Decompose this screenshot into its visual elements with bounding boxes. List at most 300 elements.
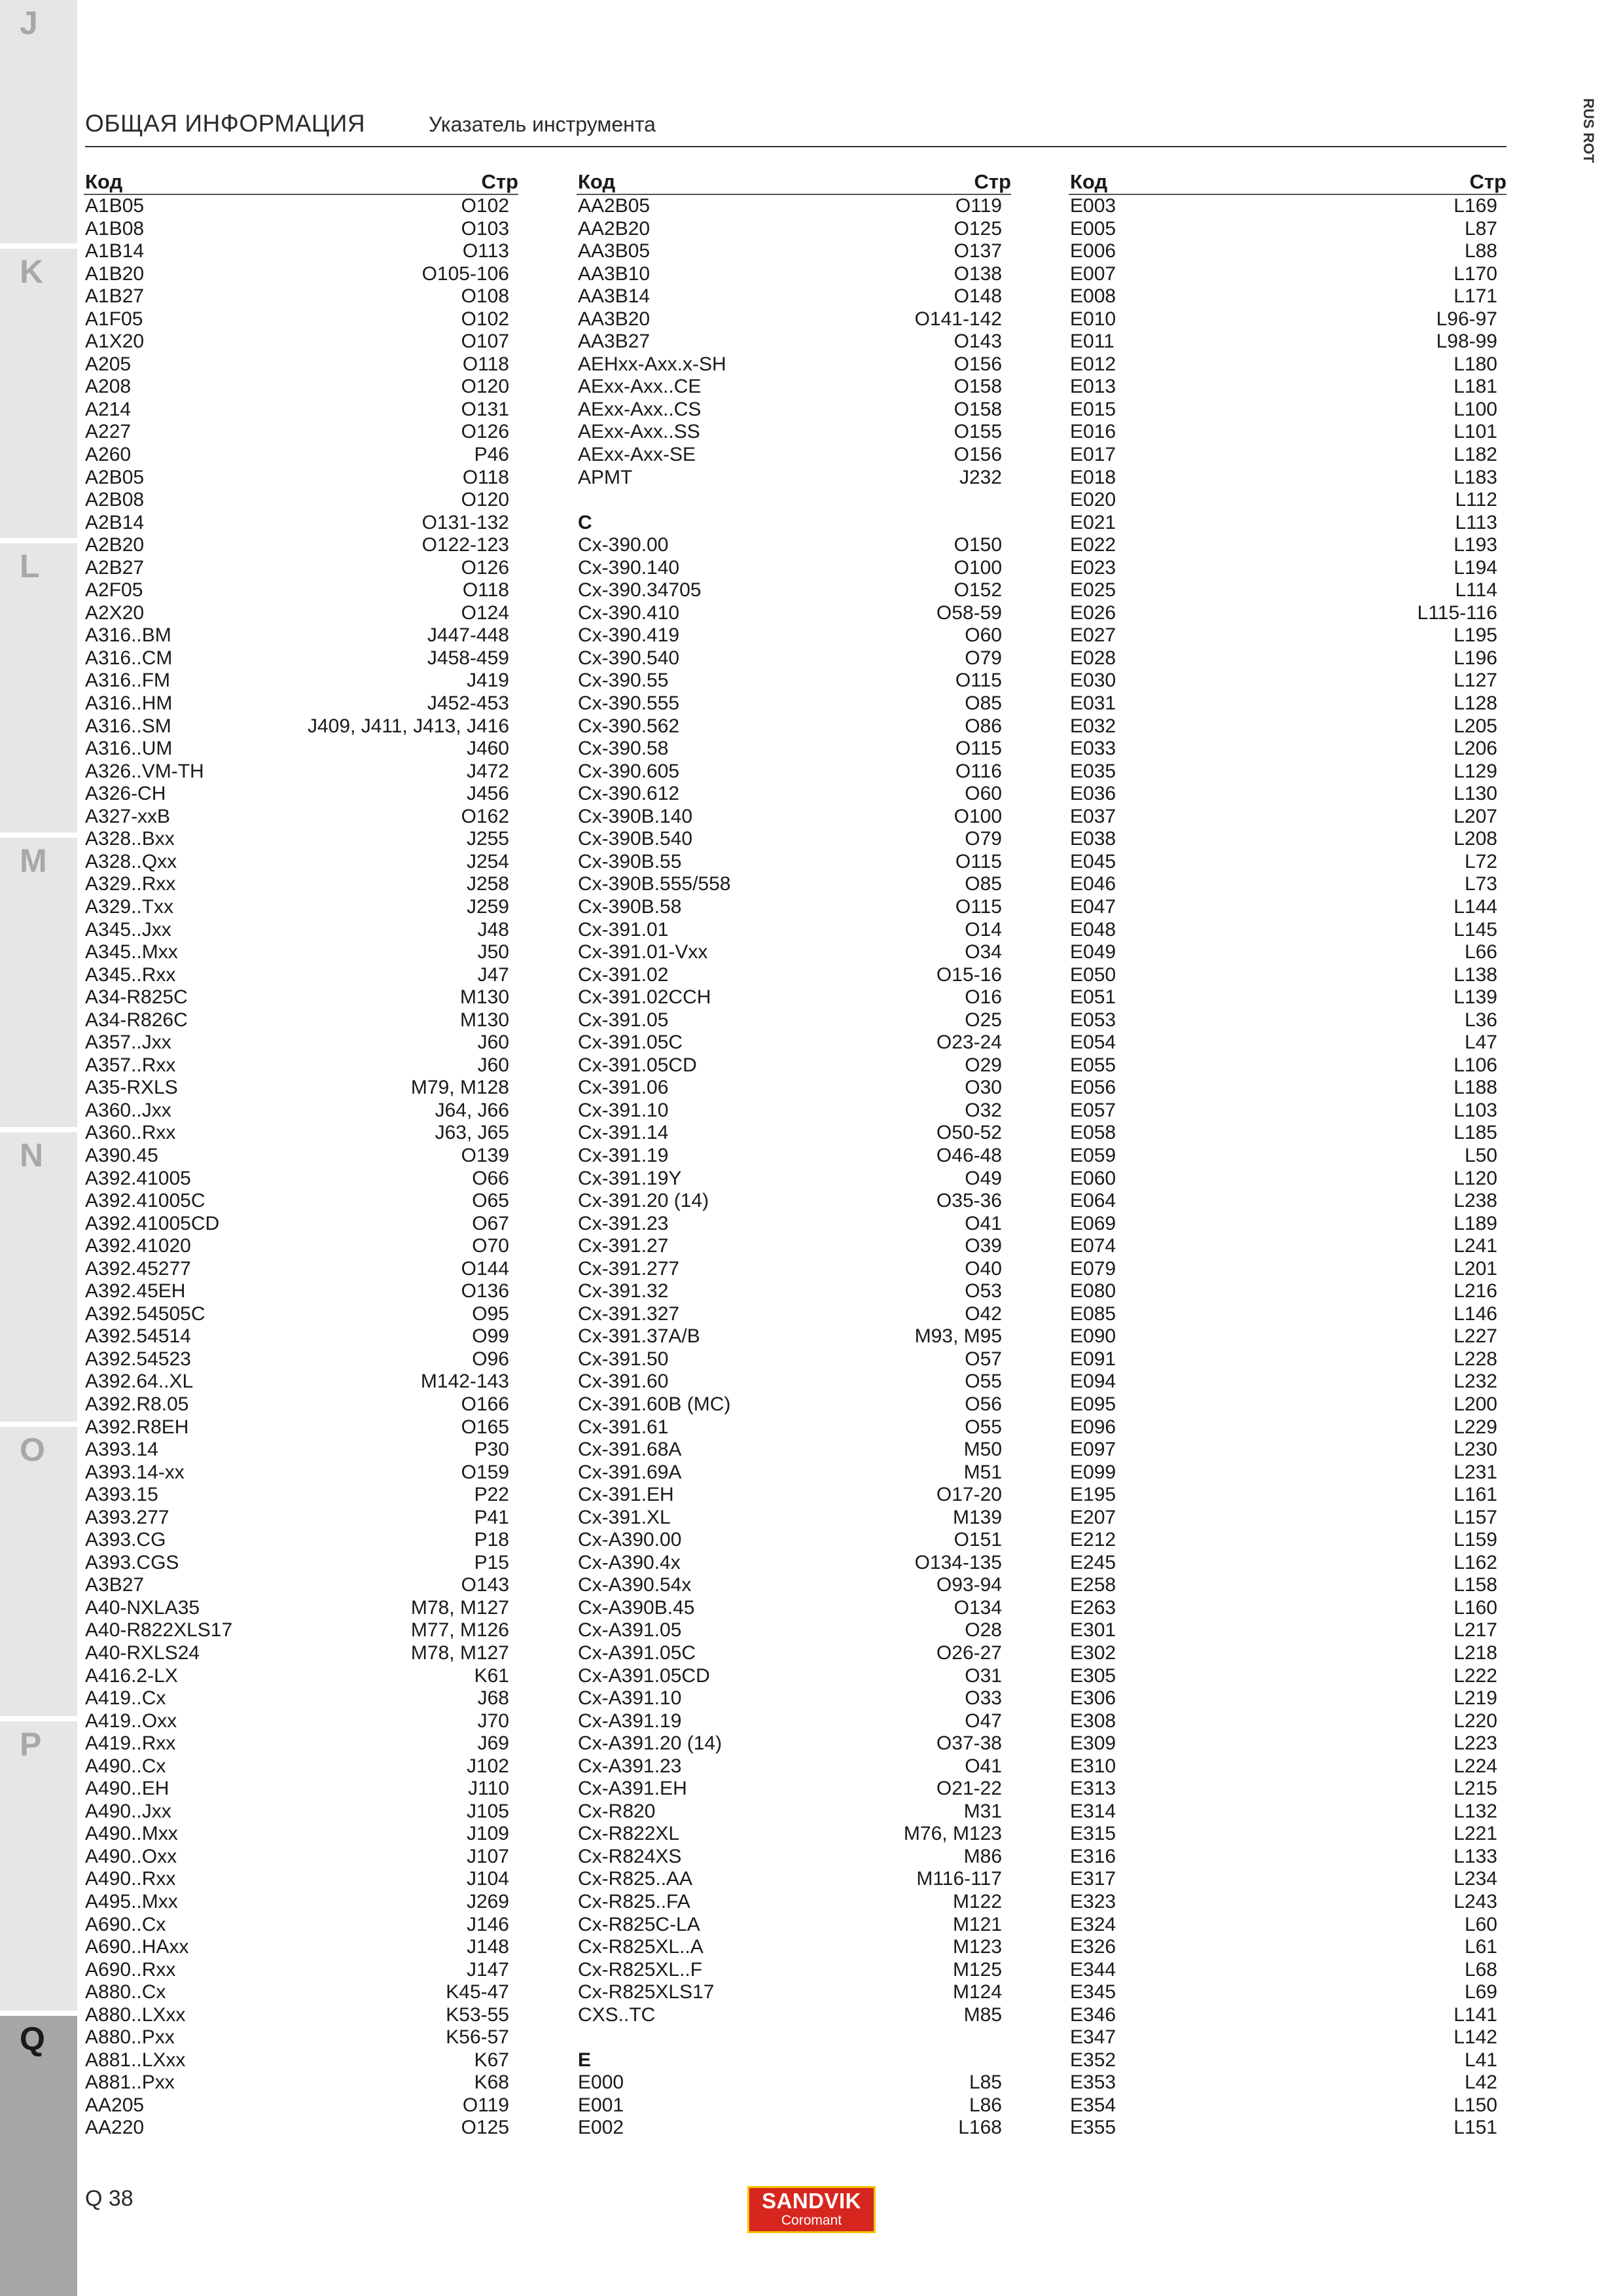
index-row [1069,1462,1507,1484]
page-reference: L215 [1454,1778,1497,1800]
page-reference: O120 [461,489,509,511]
index-row [84,1031,518,1054]
tool-code: E033 [1070,738,1116,760]
index-row [84,761,518,783]
page-reference: K56-57 [446,2026,509,2049]
tool-code: AExx-Axx..CE [578,376,702,398]
tool-code: AA3B14 [578,285,651,308]
tool-code: E054 [1070,1031,1116,1054]
tool-code: A392.45EH [85,1280,186,1302]
index-row [84,2117,518,2140]
page-reference: O136 [461,1280,509,1302]
index-row [84,1416,518,1439]
tool-code: E323 [1070,1891,1116,1913]
tool-code: E021 [1070,511,1116,533]
index-row [84,534,518,557]
section-tab-o[interactable] [0,1427,77,1721]
tool-code: Cx-A390.54x [578,1574,692,1596]
page-reference: M50 [963,1439,1002,1461]
tool-code: E080 [1070,1280,1116,1302]
tool-code: AA2B20 [578,217,651,240]
index-row [1069,285,1507,308]
tool-code: Cx-A391.05CD [578,1664,710,1687]
index-row [84,1168,518,1191]
index-row [1069,557,1507,580]
index-row [1069,1507,1507,1530]
page-reference: L188 [1454,1077,1497,1099]
page-reference: J146 [466,1913,509,1935]
page-reference: L142 [1454,2026,1497,2049]
index-row [1069,1145,1507,1168]
index-row [577,1054,1011,1077]
index-row [84,1868,518,1891]
tool-code: E316 [1070,1845,1116,1867]
tool-code: Cx-390B.140 [578,805,693,827]
page-header: Стр [1469,170,1507,193]
tool-code: E354 [1070,2094,1116,2116]
tool-code: Cx-391.05CD [578,1054,697,1076]
index-row [1069,376,1507,399]
index-column-3 [1069,170,1507,2153]
index-row [577,240,1011,263]
index-row [84,2004,518,2027]
tool-code: E064 [1070,1190,1116,1212]
page-reference: K67 [474,2049,509,2071]
index-row [84,1348,518,1371]
index-row [577,1868,1011,1891]
page-reference: O58-59 [936,601,1002,624]
page-reference: J64, J66 [435,1099,509,1121]
page-reference: L101 [1454,421,1497,443]
tool-code: AA220 [85,2117,145,2139]
tool-code: Cx-391.19Y [578,1167,682,1189]
tool-code: E245 [1070,1551,1116,1573]
index-row [577,1009,1011,1032]
page-reference: L60 [1464,1913,1497,1935]
page-title: ОБЩАЯ ИНФОРМАЦИЯ [85,110,366,137]
page-reference: M130 [459,986,509,1009]
tool-code: E195 [1070,1484,1116,1506]
page-reference: L158 [1454,1574,1497,1596]
page-reference: L195 [1454,624,1497,647]
page-reference: J254 [466,850,509,872]
section-tab-letter: M [20,842,47,879]
page-reference: O166 [461,1393,509,1415]
tool-code: A1B08 [85,217,145,240]
index-row [1069,1529,1507,1552]
tool-code: AA3B05 [578,240,651,262]
logo-subbrand: Coromant [781,2213,842,2228]
index-row [577,715,1011,738]
tool-code: Cx-390.605 [578,760,680,782]
column-header [1069,170,1507,195]
index-row [1069,1348,1507,1371]
tool-code: AA2B05 [578,195,651,217]
page-reference: O156 [954,444,1002,466]
page-reference: L98-99 [1436,331,1497,353]
index-row [84,1710,518,1733]
tool-code: A40-NXLA35 [85,1596,200,1619]
tool-code: E345 [1070,1981,1116,2003]
section-tab-p[interactable] [0,1721,77,2016]
page-reference: L88 [1464,240,1497,262]
page-reference: J104 [466,1868,509,1890]
index-row [84,1936,518,1959]
page-reference: L114 [1455,579,1497,601]
tool-code: E008 [1070,285,1116,308]
page-reference: O93-94 [936,1574,1002,1596]
index-row [1069,1235,1507,1258]
page-reference: J258 [466,873,509,895]
page-reference: O158 [954,398,1002,420]
page-reference: M79, M128 [410,1077,509,1099]
tool-code: AA3B10 [578,262,651,285]
index-row [84,512,518,535]
index-row [84,1009,518,1032]
page-reference: O79 [965,828,1002,850]
page-reference: J105 [466,1800,509,1822]
page-reference: O102 [461,195,509,217]
index-row [577,421,1011,444]
tool-code: AA205 [85,2094,145,2116]
index-row [84,467,518,490]
index-row [1069,602,1507,625]
tool-code: E085 [1070,1302,1116,1325]
tool-code: Cx-390.55 [578,670,669,692]
page-reference: O126 [461,421,509,443]
index-row [1069,1914,1507,1937]
index-row [1069,2026,1507,2049]
tool-code: Cx-R825..FA [578,1891,690,1913]
page-reference: M78, M127 [410,1642,509,1664]
tool-code: A1B14 [85,240,145,262]
tool-code: A227 [85,421,132,443]
logo-brand: SANDVIK [761,2189,862,2213]
tool-code: A392.41005 [85,1167,191,1189]
page-header: Стр [974,170,1011,193]
page-reference: O131 [461,398,509,420]
index-row [1069,467,1507,490]
page-reference: L232 [1454,1371,1497,1393]
tool-code: E308 [1070,1710,1116,1732]
index-row [577,1914,1011,1937]
index-row [84,399,518,422]
tool-code: Cx-R822XL [578,1823,680,1845]
tool-code: AExx-Axx-SE [578,444,696,466]
index-row [84,873,518,896]
page-reference: L132 [1454,1800,1497,1822]
tool-code: E355 [1070,2117,1116,2139]
index-row [84,1258,518,1281]
page-reference: L194 [1454,556,1497,579]
tool-code: CXS..TC [578,2003,656,2026]
page-reference: M86 [963,1845,1002,1867]
index-row [84,263,518,286]
page-reference: L193 [1454,534,1497,556]
index-row [84,828,518,851]
index-row [1069,1778,1507,1801]
index-row [84,1778,518,1801]
tool-code: A393.277 [85,1506,169,1528]
page-reference: L227 [1454,1325,1497,1348]
page-reference: J110 [468,1778,509,1800]
page-reference: O120 [461,376,509,398]
index-row [1069,873,1507,896]
index-row [84,1891,518,1914]
tool-code: A690..Rxx [85,1958,176,1981]
index-row [577,1507,1011,1530]
index-row [577,1100,1011,1122]
index-row [577,647,1011,670]
tool-code: Cx-A390.4x [578,1551,681,1573]
page-reference: O113 [462,240,509,262]
tool-code: Cx-391.60 [578,1371,669,1393]
page-reference: O143 [461,1574,509,1596]
tool-code: E046 [1070,873,1116,895]
page-reference: O34 [965,941,1002,963]
index-row [577,1732,1011,1755]
index-row [84,353,518,376]
index-row [577,557,1011,580]
tool-code: E010 [1070,308,1116,330]
tool-code: Cx-391.05C [578,1031,683,1054]
tool-code: A393.CGS [85,1551,179,1573]
page-reference: O99 [472,1325,509,1348]
index-row [577,2094,1011,2117]
index-rows [1069,195,1507,2140]
tool-code: Cx-391.32 [578,1280,669,1302]
code-header: Код [85,170,123,193]
tool-code: A2B14 [85,511,145,533]
tool-code: A392.41005C [85,1190,205,1212]
tool-code: E045 [1070,850,1116,872]
tool-code: E306 [1070,1687,1116,1710]
tool-code: A328..Bxx [85,828,175,850]
section-tab-k[interactable] [0,249,77,543]
index-row [84,2094,518,2117]
tool-code: Cx-390.140 [578,556,680,579]
index-row [1069,1371,1507,1393]
page-reference: L112 [1455,489,1497,511]
page-reference: O21-22 [936,1778,1002,1800]
page-reference: O134-135 [914,1551,1002,1573]
page-reference: J447-448 [427,624,509,647]
page-reference: O118 [462,466,509,488]
page-reference: L208 [1454,828,1497,850]
tool-code: E013 [1070,376,1116,398]
page-reference: L229 [1454,1416,1497,1438]
section-tab-l[interactable] [0,543,77,838]
page-reference: J60 [477,1031,509,1054]
index-row [1069,512,1507,535]
index-row [1069,670,1507,692]
tool-code: AExx-Axx..SS [578,421,700,443]
index-row [577,1710,1011,1733]
page-reference: L168 [958,2117,1002,2139]
index-row [1069,1213,1507,1236]
page-reference: O125 [954,217,1002,240]
page-reference: O25 [965,1009,1002,1031]
page-reference: O118 [462,353,509,375]
section-tab-j[interactable] [0,0,77,249]
page-reference: L216 [1454,1280,1497,1302]
section-tab-n[interactable] [0,1132,77,1427]
index-row [84,1619,518,1642]
index-row [577,1552,1011,1575]
tool-code: Cx-390B.555/558 [578,873,731,895]
tool-code: A40-R822XLS17 [85,1619,233,1641]
index-row [577,873,1011,896]
tool-code: E000 [578,2072,624,2094]
index-row [1069,715,1507,738]
section-tab-m[interactable] [0,838,77,1132]
index-row [1069,1710,1507,1733]
index-row [1069,896,1507,919]
index-row [577,1462,1011,1484]
page-reference: L150 [1454,2094,1497,2116]
page-reference: L138 [1454,963,1497,986]
page-reference: L183 [1454,466,1497,488]
page-reference: J452-453 [427,692,509,715]
index-row [577,1393,1011,1416]
index-row [577,489,1011,512]
page-reference: O65 [472,1190,509,1212]
index-row [84,806,518,829]
index-row [84,1145,518,1168]
tool-code: C [578,511,592,533]
index-row [84,738,518,761]
page-reference: P41 [474,1506,509,1528]
index-row [1069,1597,1507,1620]
tool-code: E305 [1070,1664,1116,1687]
page-reference: O17-20 [936,1484,1002,1506]
page-reference: O28 [965,1619,1002,1641]
page-reference: L87 [1464,217,1497,240]
index-row [84,1190,518,1213]
index-row [1069,783,1507,806]
tool-code: Cx-390.612 [578,783,680,805]
page-reference: J107 [466,1845,509,1867]
page-reference: O85 [965,873,1002,895]
tool-code: A316..CM [85,647,173,669]
section-tab-letter: K [20,253,44,290]
tool-code: E315 [1070,1823,1116,1845]
page-reference: M51 [963,1461,1002,1483]
page-reference: L159 [1454,1529,1497,1551]
page-reference: L169 [1454,195,1497,217]
page-reference: O102 [461,308,509,330]
tool-code: Cx-391.27 [578,1235,669,1257]
index-row [1069,1801,1507,1823]
page-reference: O53 [965,1280,1002,1302]
page-reference: J63, J65 [435,1122,509,1144]
tool-code: A2X20 [85,601,145,624]
index-row [84,421,518,444]
tool-code: E022 [1070,534,1116,556]
index-row [84,1642,518,1665]
page-reference: J60 [477,1054,509,1076]
section-tab-letter: O [20,1431,45,1468]
tool-code: E035 [1070,760,1116,782]
tool-code: A880..Pxx [85,2026,175,2049]
tool-code: A1B27 [85,285,145,308]
tool-code: A2F05 [85,579,143,601]
page-reference: L128 [1454,692,1497,715]
index-row [577,828,1011,851]
index-row [1069,1936,1507,1959]
index-row [84,1484,518,1507]
page-reference: L68 [1464,1958,1497,1981]
tool-code: A316..BM [85,624,171,647]
index-row [577,1168,1011,1191]
index-row [577,986,1011,1009]
index-row [577,1213,1011,1236]
index-row [577,1959,1011,1982]
tool-code: E324 [1070,1913,1116,1935]
tool-code: Cx-390.562 [578,715,680,737]
tool-code: A390.45 [85,1144,158,1166]
index-row [577,195,1011,218]
tool-code: A2B08 [85,489,145,511]
index-row [84,1507,518,1530]
index-row [84,1235,518,1258]
tool-code: Cx-391.23 [578,1212,669,1234]
tool-code: E097 [1070,1439,1116,1461]
index-row [1069,399,1507,422]
index-row [577,308,1011,331]
section-tab-strip [0,0,77,2296]
page-reference: O49 [965,1167,1002,1189]
tool-code: E051 [1070,986,1116,1009]
tool-code: Cx-391.02 [578,963,669,986]
page-reference: O151 [954,1529,1002,1551]
page-reference: M130 [459,1009,509,1031]
page-reference: M77, M126 [410,1619,509,1641]
index-row [1069,308,1507,331]
tool-code: A2B27 [85,556,145,579]
tool-code: E069 [1070,1212,1116,1234]
page-reference: J109 [466,1823,509,1845]
index-row [84,783,518,806]
page-reference: L221 [1454,1823,1497,1845]
tool-code: A1B20 [85,262,145,285]
index-row [84,1439,518,1462]
index-row [84,1280,518,1303]
index-row [577,692,1011,715]
index-row [84,1122,518,1145]
index-row [1069,806,1507,829]
index-row [84,1801,518,1823]
page-reference: O159 [461,1461,509,1483]
section-tab-q[interactable] [0,2016,77,2296]
index-row [1069,2049,1507,2072]
index-row [577,579,1011,602]
index-row [84,1755,518,1778]
index-row [84,1732,518,1755]
index-row [1069,218,1507,241]
tool-code: A880..Cx [85,1981,166,2003]
index-row [577,1778,1011,1801]
page-reference: J48 [477,918,509,941]
page-reference: O55 [965,1371,1002,1393]
page-reference: O15-16 [936,963,1002,986]
page-reference: L127 [1454,670,1497,692]
page-reference: L106 [1454,1054,1497,1076]
page-reference: L144 [1454,895,1497,918]
tool-code: Cx-391.50 [578,1348,669,1370]
index-row [577,670,1011,692]
tool-code: A495..Mxx [85,1891,178,1913]
